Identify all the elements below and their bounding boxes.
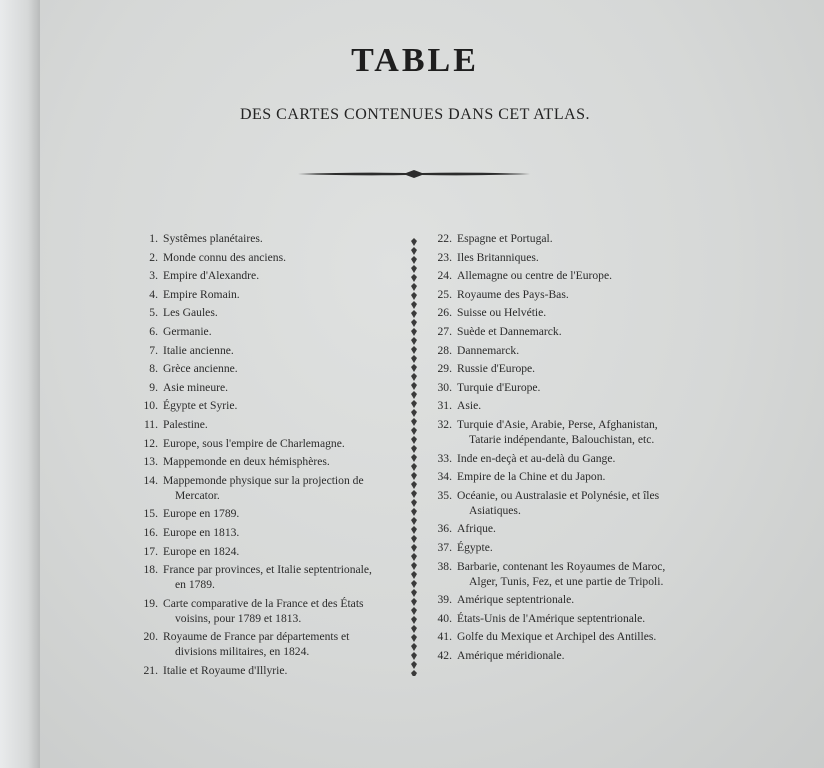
map-entry-title [457, 343, 750, 358]
map-entry-number: 42. [437, 648, 452, 662]
divider-link [411, 310, 417, 318]
map-entry-number: 4. [149, 287, 158, 301]
map-entry [430, 559, 750, 589]
map-entry-title [457, 592, 750, 607]
map-entry [430, 540, 750, 555]
map-entry-title [163, 663, 418, 678]
atlas-page [40, 0, 824, 768]
map-entry [430, 469, 750, 484]
map-entry-number: 21. [143, 663, 158, 677]
divider-link [411, 301, 417, 309]
map-entry-title [457, 611, 750, 626]
map-entry-title [457, 521, 750, 536]
map-entry-title [457, 629, 750, 644]
map-entry-continuation: voisins, pour 1789 et 1813. [175, 611, 302, 625]
map-entry-title [457, 451, 750, 466]
map-entry-number: 25. [437, 287, 452, 301]
map-entry-text: Germanie. [163, 324, 212, 338]
divider-link [411, 625, 417, 633]
map-entry-continuation: Alger, Tunis, Fez, et une partie de Tripoli. [469, 574, 664, 588]
divider-link [411, 661, 417, 669]
divider-link [411, 265, 417, 273]
divider-link [411, 445, 417, 453]
map-entry-text: Amérique septentrionale. [457, 593, 575, 607]
map-entry-text: Allemagne ou centre de l'Europe. [457, 269, 612, 283]
map-entry-number: 5. [149, 306, 158, 320]
map-entry-title [457, 231, 750, 246]
map-entry-text: Mappemonde physique sur la projection de [163, 473, 364, 487]
map-entry-title [163, 473, 418, 503]
map-entry-title [457, 305, 750, 320]
map-entry-title [457, 469, 750, 484]
map-entry [430, 417, 750, 447]
divider-link [411, 247, 417, 255]
map-entry-title [163, 525, 418, 540]
page-subtitle: DES CARTES CONTENUES DANS CET ATLAS. [239, 106, 591, 123]
map-entry-continuation: divisions militaires, en 1824. [175, 645, 310, 659]
map-entry [136, 473, 418, 503]
map-entry-number: 35. [437, 488, 452, 502]
map-entry [136, 250, 418, 265]
divider-link [411, 328, 417, 336]
map-entry-text: Italie ancienne. [163, 343, 234, 357]
map-entry-text: Turquie d'Asie, Arabie, Perse, Afghanistan, [457, 417, 658, 431]
divider-link [411, 517, 417, 525]
map-entry-text: Asie. [457, 399, 482, 413]
map-entry-text: Les Gaules. [163, 306, 218, 320]
map-entry-number: 24. [437, 269, 452, 283]
map-entry-text: Empire d'Alexandre. [163, 269, 260, 283]
map-entry [136, 596, 418, 626]
map-entry [136, 454, 418, 469]
map-entry-title [163, 305, 418, 320]
map-entry-number: 7. [149, 343, 158, 357]
map-entry-text: Italie et Royaume d'Illyrie. [163, 663, 288, 677]
map-entry-continuation: Mercator. [175, 488, 220, 502]
map-entry-text: Afrique. [457, 522, 496, 536]
map-entry-number: 8. [149, 362, 158, 376]
map-entry-number: 34. [437, 470, 452, 484]
divider-link [411, 562, 417, 570]
map-entry-text: Mappemonde en deux hémisphères. [163, 455, 330, 469]
map-entry-title [163, 343, 418, 358]
map-entry-number: 39. [437, 593, 452, 607]
page-title: TABLE [351, 42, 479, 79]
map-entry-number: 36. [437, 522, 452, 536]
map-entry-number: 12. [143, 436, 158, 450]
map-entry-number: 29. [437, 362, 452, 376]
map-entry [430, 592, 750, 607]
map-entry-text: Égypte et Syrie. [163, 399, 238, 413]
map-entry [136, 562, 418, 592]
divider-link [411, 553, 417, 561]
divider-link [411, 418, 417, 426]
map-entry-number: 31. [437, 399, 452, 413]
map-entry-text: Océanie, ou Australasie et Polynésie, et îles [457, 488, 660, 502]
divider-link [411, 373, 417, 381]
map-entry-text: Carte comparative de la France et des États [163, 596, 364, 610]
divider-link [411, 319, 417, 327]
map-entry-title [457, 488, 750, 518]
map-entry-title [457, 648, 750, 663]
map-entry-continuation: Tatarie indépendante, Balouchistan, etc. [469, 432, 655, 446]
map-entry [430, 361, 750, 376]
divider-link [411, 589, 417, 597]
map-entry [136, 417, 418, 432]
map-entry-title [457, 287, 750, 302]
map-entry [430, 521, 750, 536]
divider-link [411, 364, 417, 372]
divider-link [411, 616, 417, 624]
map-entry [136, 361, 418, 376]
map-entry-text: Grèce ancienne. [163, 362, 238, 376]
map-entry-number: 9. [149, 380, 158, 394]
map-entry-title [163, 287, 418, 302]
map-entry-text: France par provinces, et Italie septentrionale, [163, 563, 372, 577]
map-entry-title [163, 268, 418, 283]
map-entry-title [457, 361, 750, 376]
map-entry-number: 13. [143, 455, 158, 469]
map-entry-title [163, 596, 418, 626]
divider-link [411, 391, 417, 399]
map-entry-title [163, 506, 418, 521]
map-entry [430, 250, 750, 265]
divider-link [411, 337, 417, 345]
divider-link [411, 670, 417, 676]
map-entry [136, 231, 418, 246]
map-entry [136, 436, 418, 451]
map-entry-text: Monde connu des anciens. [163, 250, 286, 264]
map-entry-number: 38. [437, 559, 452, 573]
divider-link [411, 544, 417, 552]
map-entry [430, 629, 750, 644]
map-entry-text: Royaume de France par départements et [163, 630, 350, 644]
divider-link [411, 571, 417, 579]
map-entry-number: 14. [143, 473, 158, 487]
divider-link [411, 598, 417, 606]
map-entry-text: Suisse ou Helvétie. [457, 306, 547, 320]
map-entry [136, 544, 418, 559]
map-entry-number: 19. [143, 596, 158, 610]
divider-link [411, 238, 417, 246]
map-entry-text: Empire de la Chine et du Japon. [457, 470, 606, 484]
map-entry-number: 16. [143, 525, 158, 539]
map-entry [430, 231, 750, 246]
map-entry-number: 10. [143, 399, 158, 413]
map-entry-text: États-Unis de l'Amérique septentrionale. [457, 611, 646, 625]
divider-link [411, 499, 417, 507]
divider-link [411, 454, 417, 462]
map-entry-title [163, 544, 418, 559]
map-entry-text: Amérique méridionale. [457, 648, 565, 662]
map-entry-text: Europe en 1813. [163, 525, 240, 539]
map-entry-title [163, 324, 418, 339]
divider-link [411, 643, 417, 651]
map-entry-title [163, 250, 418, 265]
map-entry [430, 648, 750, 663]
column-divider-ornament [408, 236, 420, 676]
divider-link [411, 652, 417, 660]
divider-link [411, 607, 417, 615]
divider-link [411, 292, 417, 300]
map-entry-number: 1. [149, 232, 158, 245]
divider-link [411, 481, 417, 489]
map-entry-text: Dannemarck. [457, 343, 520, 357]
map-entry-title [163, 629, 418, 659]
map-entry-title [457, 268, 750, 283]
divider-link [411, 355, 417, 363]
map-entry-text: Égypte. [457, 540, 493, 554]
divider-link [411, 634, 417, 642]
divider-link [411, 436, 417, 444]
map-entry-title [457, 250, 750, 265]
facing-page-edge [0, 0, 40, 768]
map-entry [430, 611, 750, 626]
map-entry [136, 268, 418, 283]
map-entry [430, 451, 750, 466]
map-entry [136, 324, 418, 339]
divider-link [411, 283, 417, 291]
map-entry [136, 287, 418, 302]
map-entry-text: Asie mineure. [163, 380, 229, 394]
map-entry-number: 40. [437, 611, 452, 625]
map-entry [136, 525, 418, 540]
map-entry-number: 18. [143, 563, 158, 577]
map-entry-number: 11. [143, 417, 158, 431]
divider-link [411, 274, 417, 282]
map-entry-title [163, 361, 418, 376]
map-entry [430, 305, 750, 320]
map-entry-text: Palestine. [163, 417, 208, 431]
map-entry-text: Empire Romain. [163, 287, 240, 301]
map-entry [136, 305, 418, 320]
map-entry-text: Europe en 1789. [163, 507, 240, 521]
map-entry [430, 488, 750, 518]
map-entry-number: 32. [437, 417, 452, 431]
map-entry-title [457, 324, 750, 339]
map-entry-title [163, 562, 418, 592]
divider-link [411, 400, 417, 408]
map-entry-number: 41. [437, 630, 452, 644]
map-entry-number: 28. [437, 343, 452, 357]
divider-link [411, 535, 417, 543]
map-entry-text: Inde en-deçà et au-delà du Gange. [457, 451, 616, 465]
map-entry-number: 6. [149, 324, 158, 338]
map-entry-title [163, 454, 418, 469]
map-entry-title [163, 398, 418, 413]
map-entry-title [163, 417, 418, 432]
map-entry-title [163, 436, 418, 451]
map-entry-text: Espagne et Portugal. [457, 232, 553, 245]
map-entry-title [163, 231, 418, 246]
map-list-left [136, 231, 418, 681]
divider-link [411, 526, 417, 534]
map-entry [136, 506, 418, 521]
map-entry-text: Europe, sous l'empire de Charlemagne. [163, 436, 345, 450]
map-entry [430, 324, 750, 339]
map-entry-title [457, 380, 750, 395]
divider-link [411, 490, 417, 498]
divider-link [411, 346, 417, 354]
divider-link [411, 580, 417, 588]
map-entry [430, 380, 750, 395]
map-entry [136, 398, 418, 413]
map-entry-number: 2. [149, 250, 158, 264]
map-entry-text: Europe en 1824. [163, 544, 240, 558]
map-entry-number: 3. [149, 269, 158, 283]
divider-link [411, 382, 417, 390]
map-entry-title [457, 417, 750, 447]
map-list-right [430, 231, 750, 666]
ornament-rule-icon [298, 167, 530, 181]
map-entry-title [457, 398, 750, 413]
map-entry-number: 26. [437, 306, 452, 320]
map-entry-number: 17. [143, 544, 158, 558]
divider-link [411, 463, 417, 471]
map-entry-text: Systêmes planétaires. [163, 232, 263, 245]
map-entry [430, 398, 750, 413]
map-entry-number: 20. [143, 630, 158, 644]
divider-link [411, 472, 417, 480]
map-entry [136, 343, 418, 358]
map-entry [430, 343, 750, 358]
map-entry-text: Barbarie, contenant les Royaumes de Maroc, [457, 559, 666, 573]
map-entry-continuation: Asiatiques. [469, 503, 521, 517]
map-entry-number: 22. [437, 232, 452, 245]
map-entry-number: 27. [437, 324, 452, 338]
map-entry [430, 268, 750, 283]
map-entry-continuation: en 1789. [175, 578, 215, 592]
map-entry [136, 380, 418, 395]
map-entry-number: 30. [437, 380, 452, 394]
divider-link [411, 409, 417, 417]
map-entry-number: 15. [143, 507, 158, 521]
map-entry [136, 629, 418, 659]
map-entry-text: Suède et Dannemarck. [457, 324, 562, 338]
divider-link [411, 256, 417, 264]
map-entry [430, 287, 750, 302]
map-entry-text: Royaume des Pays-Bas. [457, 287, 569, 301]
map-entry-number: 23. [437, 250, 452, 264]
map-entry-title [457, 540, 750, 555]
map-entry [136, 663, 418, 678]
map-entry-text: Russie d'Europe. [457, 362, 536, 376]
divider-link [411, 508, 417, 516]
map-entry-title [163, 380, 418, 395]
map-entry-text: Golfe du Mexique et Archipel des Antilles. [457, 630, 657, 644]
map-entry-text: Iles Britanniques. [457, 250, 539, 264]
map-entry-title [457, 559, 750, 589]
map-entry-number: 37. [437, 540, 452, 554]
divider-link [411, 427, 417, 435]
map-entry-number: 33. [437, 451, 452, 465]
map-entry-text: Turquie d'Europe. [457, 380, 541, 394]
